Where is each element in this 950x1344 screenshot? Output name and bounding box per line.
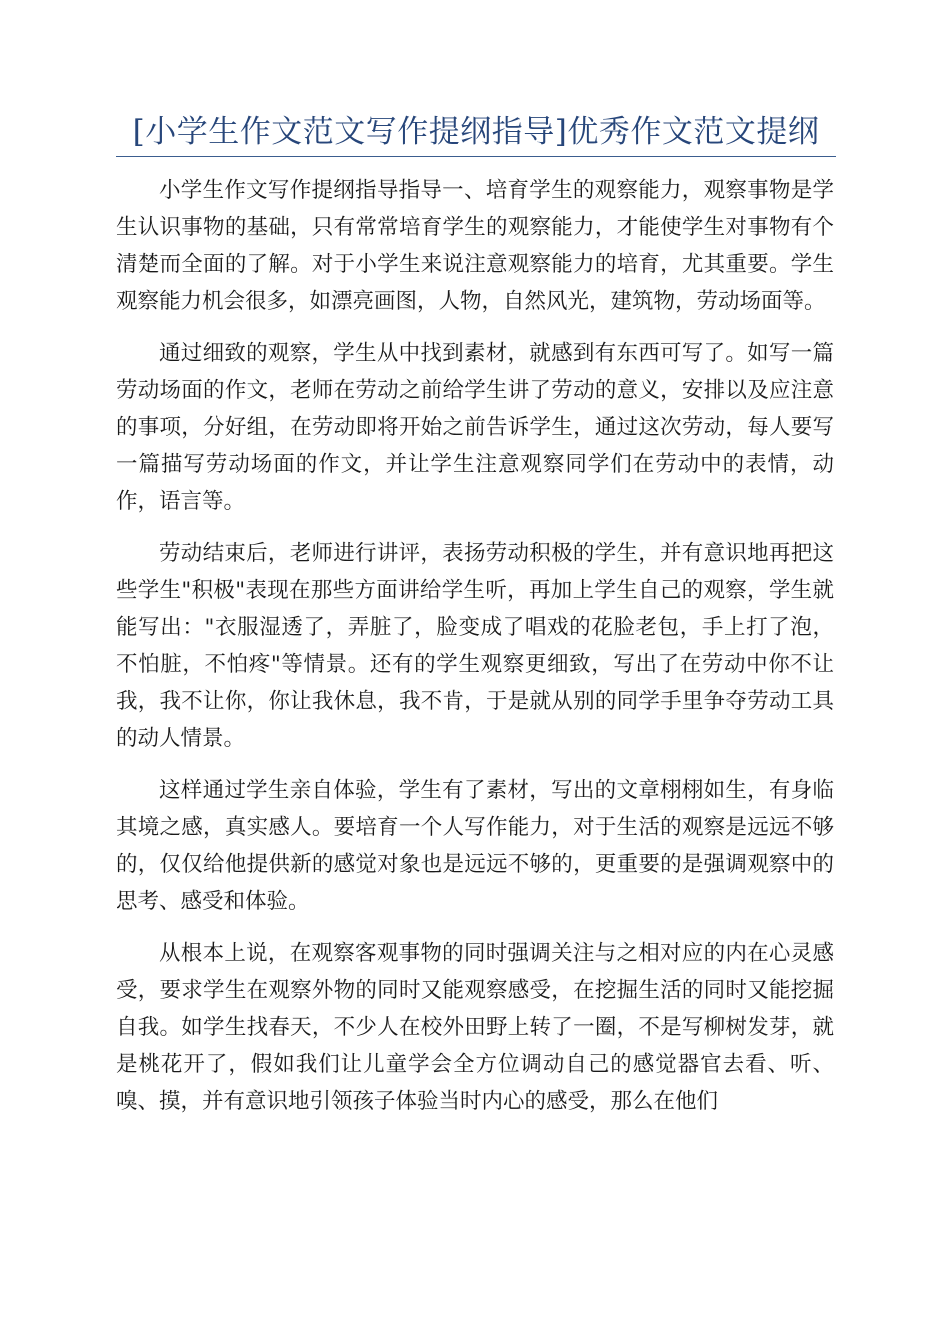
paragraph-2: 通过细致的观察，学生从中找到素材，就感到有东西可写了。如写一篇劳动场面的作文，老师在劳动之前给学生讲了劳动的意义，安排以及应注意的事项，分好组，在劳动即将开始之前告诉学生，通过这次劳动，每人要写一篇描写劳动场面的作文，并让学生注意观察同学们在劳动中的表情，动作，语言等。 xyxy=(116,341,834,514)
paragraph-4: 这样通过学生亲自体验，学生有了素材，写出的文章栩栩如生，有身临其境之感，真实感人。要培育一个人写作能力，对于生活的观察是远远不够的，仅仅给他提供新的感觉对象也是远远不够的，更重要的是强调观察中的思考、感受和体验。 xyxy=(116,778,834,914)
document-body xyxy=(116,172,834,1135)
paragraph-1: 小学生作文写作提纲指导指导一、培育学生的观察能力，观察事物是学生认识事物的基础，只有常常培育学生的观察能力，才能使学生对事物有个清楚而全面的了解。对于小学生来说注意观察能力的培育，尤其重要。学生观察能力机会很多，如漂亮画图，人物，自然风光，建筑物，劳动场面等。 xyxy=(116,178,834,314)
document-title: [小学生作文范文写作提纲指导]优秀作文范文提纲 xyxy=(132,114,820,150)
paragraph-5: 从根本上说，在观察客观事物的同时强调关注与之相对应的内在心灵感受，要求学生在观察外物的同时又能观察感受，在挖掘生活的同时又能挖掘自我。如学生找春天，不少人在校外田野上转了一圈，不是写柳树发芽，就是桃花开了，假如我们让儿童学会全方位调动自己的感觉器官去看、听、嗅、摸，并有意识地引领孩子体验当时内心的感受，那么在他们 xyxy=(116,941,834,1114)
title-underline-block xyxy=(116,112,836,157)
paragraph-3: 劳动结束后，老师进行讲评，表扬劳动积极的学生，并有意识地再把这些学生"积极"表现在那些方面讲给学生听，再加上学生自己的观察，学生就能写出："衣服湿透了，弄脏了，脸变成了唱戏的花脸老包，手上打了泡，不怕脏，不怕疼"等情景。还有的学生观察更细致，写出了在劳动中你不让我，我不让你，你让我休息，我不肯，于是就从别的同学手里争夺劳动工具的动人情景。 xyxy=(116,541,834,751)
